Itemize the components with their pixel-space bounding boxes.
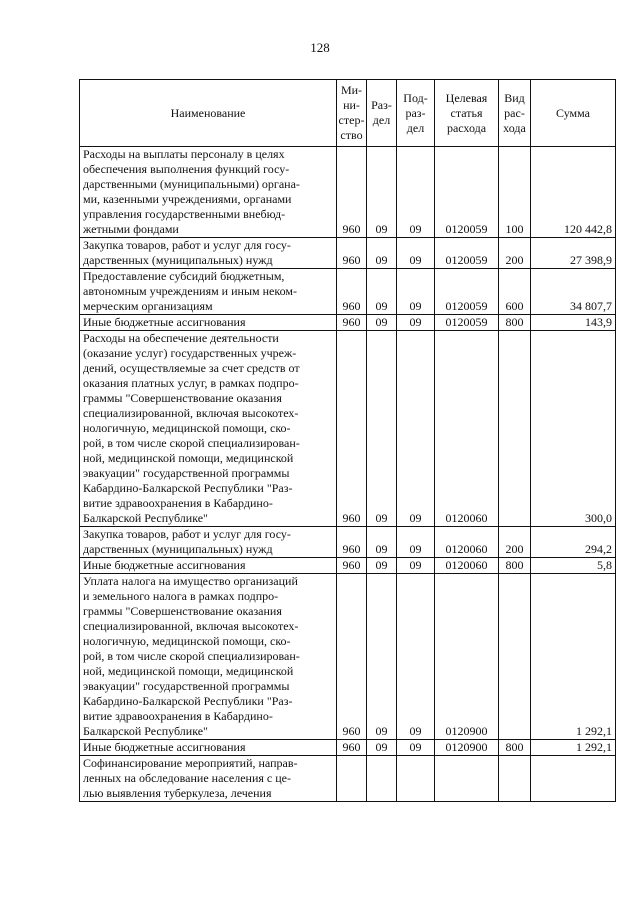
header-section: Раз- дел [367, 80, 397, 147]
cell-target: 0120059 [435, 269, 499, 315]
table-row [80, 147, 616, 238]
cell-type: 800 [499, 558, 531, 574]
table-row [80, 238, 616, 269]
budget-table [79, 79, 616, 802]
cell-ministry [337, 756, 367, 802]
cell-subsection: 09 [397, 147, 435, 238]
cell-target: 0120059 [435, 147, 499, 238]
header-subsection: Под- раз- дел [397, 80, 435, 147]
cell-ministry: 960 [337, 558, 367, 574]
cell-name: Расходы на обеспечение деятельности (оказание услуг) государственных учреж- дений, осуществляемые за счет средств от оказания платных услуг, в рамках подпро- граммы "Совершенствование оказания специализированной, включая высокотех- нологичную, медицинской помощи, ско- рой, в том числе скорой специализирован- ной, медицинской помощи, медицинской эвакуации" государственной программы Кабардино-Балкарской Республики "Раз- витие здравоохранения в Кабардино- Балкарской Республике" [80, 331, 337, 527]
table-row [80, 315, 616, 331]
cell-subsection: 09 [397, 574, 435, 740]
cell-ministry: 960 [337, 740, 367, 756]
cell-section: 09 [367, 238, 397, 269]
cell-ministry: 960 [337, 574, 367, 740]
cell-ministry: 960 [337, 147, 367, 238]
cell-subsection: 09 [397, 269, 435, 315]
cell-section: 09 [367, 269, 397, 315]
cell-name: Иные бюджетные ассигнования [80, 558, 337, 574]
cell-ministry: 960 [337, 331, 367, 527]
cell-type [499, 756, 531, 802]
cell-name: Расходы на выплаты персоналу в целях обеспечения выполнения функций госу- дарственными (муниципальными) органа- ми, казенными учреждениями, органами управления государственными внебюд- жетными фондами [80, 147, 337, 238]
table-header-row [80, 80, 616, 147]
cell-name: Софинансирование мероприятий, направ- ленных на обследование населения с це- лью выявления туберкулеза, лечения [80, 756, 337, 802]
cell-sum: 34 807,7 [531, 269, 616, 315]
cell-subsection: 09 [397, 527, 435, 558]
cell-type: 800 [499, 740, 531, 756]
cell-sum: 1 292,1 [531, 740, 616, 756]
cell-sum: 300,0 [531, 331, 616, 527]
cell-subsection: 09 [397, 331, 435, 527]
cell-section: 09 [367, 147, 397, 238]
cell-subsection: 09 [397, 315, 435, 331]
table-row [80, 558, 616, 574]
cell-subsection: 09 [397, 740, 435, 756]
header-name: Наименование [80, 80, 337, 147]
header-target: Целевая статья расхода [435, 80, 499, 147]
cell-ministry: 960 [337, 269, 367, 315]
cell-ministry: 960 [337, 527, 367, 558]
cell-type: 600 [499, 269, 531, 315]
cell-sum: 120 442,8 [531, 147, 616, 238]
cell-target: 0120060 [435, 527, 499, 558]
cell-ministry: 960 [337, 315, 367, 331]
cell-target: 0120060 [435, 331, 499, 527]
header-type: Вид рас- хода [499, 80, 531, 147]
cell-target: 0120900 [435, 740, 499, 756]
table-row [80, 574, 616, 740]
table-row [80, 740, 616, 756]
cell-sum: 1 292,1 [531, 574, 616, 740]
cell-name: Иные бюджетные ассигнования [80, 740, 337, 756]
cell-sum: 143,9 [531, 315, 616, 331]
header-sum: Сумма [531, 80, 616, 147]
cell-ministry: 960 [337, 238, 367, 269]
cell-section: 09 [367, 527, 397, 558]
cell-sum: 5,8 [531, 558, 616, 574]
cell-subsection [397, 756, 435, 802]
cell-sum: 27 398,9 [531, 238, 616, 269]
cell-type [499, 331, 531, 527]
table-row [80, 527, 616, 558]
cell-section: 09 [367, 315, 397, 331]
cell-target: 0120060 [435, 558, 499, 574]
cell-type: 200 [499, 527, 531, 558]
cell-subsection: 09 [397, 238, 435, 269]
cell-section: 09 [367, 331, 397, 527]
cell-target: 0120059 [435, 315, 499, 331]
page-number: 128 [310, 40, 330, 55]
cell-sum: 294,2 [531, 527, 616, 558]
cell-name: Закупка товаров, работ и услуг для госу- дарственных (муниципальных) нужд [80, 238, 337, 269]
table-row [80, 269, 616, 315]
cell-section [367, 756, 397, 802]
cell-target: 0120900 [435, 574, 499, 740]
cell-section: 09 [367, 558, 397, 574]
cell-section: 09 [367, 740, 397, 756]
cell-type: 100 [499, 147, 531, 238]
cell-section: 09 [367, 574, 397, 740]
cell-type: 800 [499, 315, 531, 331]
cell-subsection: 09 [397, 558, 435, 574]
cell-name: Уплата налога на имущество организаций и земельного налога в рамках подпро- граммы "Совершенствование оказания специализированной, включая высокотех- нологичную, медицинской помощи, ско- рой, в том числе скорой специализирован- ной, медицинской помощи, медицинской эвакуации" государственной программы Кабардино-Балкарской Республики "Раз- витие здравоохранения в Кабардино- Балкарской Республике" [80, 574, 337, 740]
cell-name: Закупка товаров, работ и услуг для госу- дарственных (муниципальных) нужд [80, 527, 337, 558]
cell-sum [531, 756, 616, 802]
cell-name: Иные бюджетные ассигнования [80, 315, 337, 331]
cell-type: 200 [499, 238, 531, 269]
cell-target: 0120059 [435, 238, 499, 269]
header-ministry: Ми- ни- стер- ство [337, 80, 367, 147]
table-row [80, 331, 616, 527]
table-row [80, 756, 616, 802]
cell-type [499, 574, 531, 740]
cell-target [435, 756, 499, 802]
cell-name: Предоставление субсидий бюджетным, автономным учреждениям и иным неком- мерческим организациям [80, 269, 337, 315]
